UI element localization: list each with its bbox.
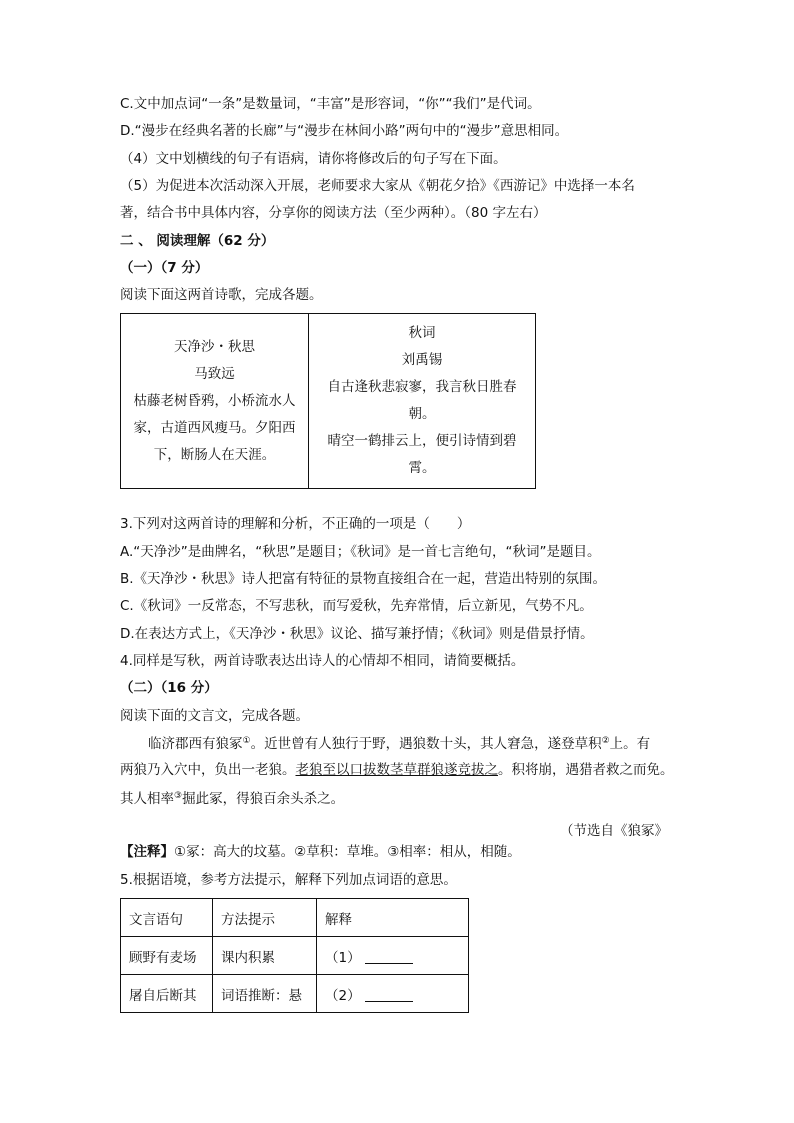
passage-line-1: 临济郡西有狼冢①。近世曾有人独行于野，遇狼数十头，其人窘急，遂登草积②上。有 xyxy=(148,736,651,752)
poem-2-line: 朝。 xyxy=(408,406,436,422)
poem-1-line: 家，古道西风瘦马。夕阳西 xyxy=(133,419,296,436)
question-4-instruction: （4）文中划横线的句子有语病，请你将修改后的句子写在下面。 xyxy=(120,151,507,167)
option-d: D.“漫步在经典名著的长廊”与“漫步在林间小路”两句中的“漫步”意思相同。 xyxy=(120,123,569,139)
question-5: 5.根据语境，参考方法提示，解释下列加点词语的意思。 xyxy=(120,872,457,888)
underlined-sentence: 老狼至以口拔数茎草群狼遂竞拔之 xyxy=(295,762,498,778)
subsection-2-heading: （二）（16 分） xyxy=(120,680,218,696)
poem-1-line: 枯藤老树昏鸦，小桥流水人 xyxy=(133,392,296,409)
poem-2-title: 秋词 xyxy=(408,325,436,341)
table-cell: 顾野有麦场 xyxy=(121,937,213,975)
question-4: 4.同样是写秋，两首诗歌表达出诗人的心情却不相同，请简要概括。 xyxy=(120,653,525,669)
header-cell: 文言语句 xyxy=(121,899,213,937)
question-3-option-b: B.《天净沙・秋思》诗人把富有特征的景物直接组合在一起，营造出特别的氛围。 xyxy=(120,571,607,587)
question-5-line-2: 著，结合书中具体内容，分享你的阅读方法（至少两种）。（80 字左右） xyxy=(120,205,547,221)
passage-line-3: 其人相率③掘此冢，得狼百余头杀之。 xyxy=(120,791,345,807)
poem-1-line: 下，断肠人在天涯。 xyxy=(153,446,276,463)
answer-blank[interactable] xyxy=(365,951,413,964)
question-3-option-a: A.“天净沙”是曲牌名，“秋思”是题目；《秋词》是一首七言绝句，“秋词”是题目。 xyxy=(120,544,601,560)
poem-1-title: 天净沙・秋思 xyxy=(174,338,255,355)
section-heading: 二 、 阅读理解（62 分） xyxy=(120,233,275,249)
question-3-option-d: D.在表达方式上，《天净沙・秋思》议论、描写兼抒情；《秋词》则是借景抒情。 xyxy=(120,626,594,642)
footnote-marker: ① xyxy=(242,736,251,746)
question-3-option-c: C.《秋词》一反常态，不写悲秋，而写爱秋，先弃常情，后立新见，气势不凡。 xyxy=(120,598,593,614)
table-cell: 词语推断：悬 xyxy=(213,975,317,1013)
subsection-1-heading: （一）（7 分） xyxy=(120,260,209,276)
passage-source: （节选自《狼冢》 xyxy=(560,823,668,839)
header-cell: 解释 xyxy=(317,899,469,937)
question-3-stem: 3.下列对这两首诗的理解和分析，不正确的一项是（ ） xyxy=(120,516,471,532)
footnote-marker: ③ xyxy=(174,791,183,801)
poem-2-cell xyxy=(309,314,536,489)
table-header-row xyxy=(121,899,469,937)
poem-2-line: 自古逢秋悲寂寥，我言秋日胜春 xyxy=(327,379,517,395)
answer-cell[interactable]: （2） xyxy=(317,975,469,1013)
poem-2-line: 霄。 xyxy=(408,460,436,476)
table-row xyxy=(121,937,469,975)
passage-instruction: 阅读下面的文言文，完成各题。 xyxy=(120,708,309,724)
answer-cell[interactable]: （1） xyxy=(317,937,469,975)
vocabulary-table xyxy=(120,898,469,1013)
poem-instruction: 阅读下面这两首诗歌，完成各题。 xyxy=(120,287,323,303)
table-cell: 课内积累 xyxy=(213,937,317,975)
annotations: 【注释】①冢：高大的坟墓。②草积：草堆。③相率：相从，相随。 xyxy=(120,844,521,860)
question-5-line-1: （5）为促进本次活动深入开展，老师要求大家从《朝花夕拾》《西游记》中选择一本名 xyxy=(120,178,635,194)
passage-line-2: 两狼乃入穴中，负出一老狼。老狼至以口拔数茎草群狼遂竞拔之。积将崩，遇猎者救之而免。 xyxy=(120,762,674,778)
table-cell: 屠自后断其 xyxy=(121,975,213,1013)
option-c: C.文中加点词“一条”是数量词，“丰富”是形容词，“你”“我们”是代词。 xyxy=(120,96,541,112)
header-cell: 方法提示 xyxy=(213,899,317,937)
poem-2-line: 晴空一鹤排云上，便引诗情到碧 xyxy=(327,433,517,449)
poem-2-author: 刘禹锡 xyxy=(401,352,443,368)
poem-1-cell xyxy=(121,314,309,489)
table-row xyxy=(121,975,469,1013)
footnote-marker: ② xyxy=(601,736,610,746)
poem-1-author: 马致远 xyxy=(194,365,235,382)
answer-blank[interactable] xyxy=(365,989,413,1002)
poem-table xyxy=(120,313,536,489)
